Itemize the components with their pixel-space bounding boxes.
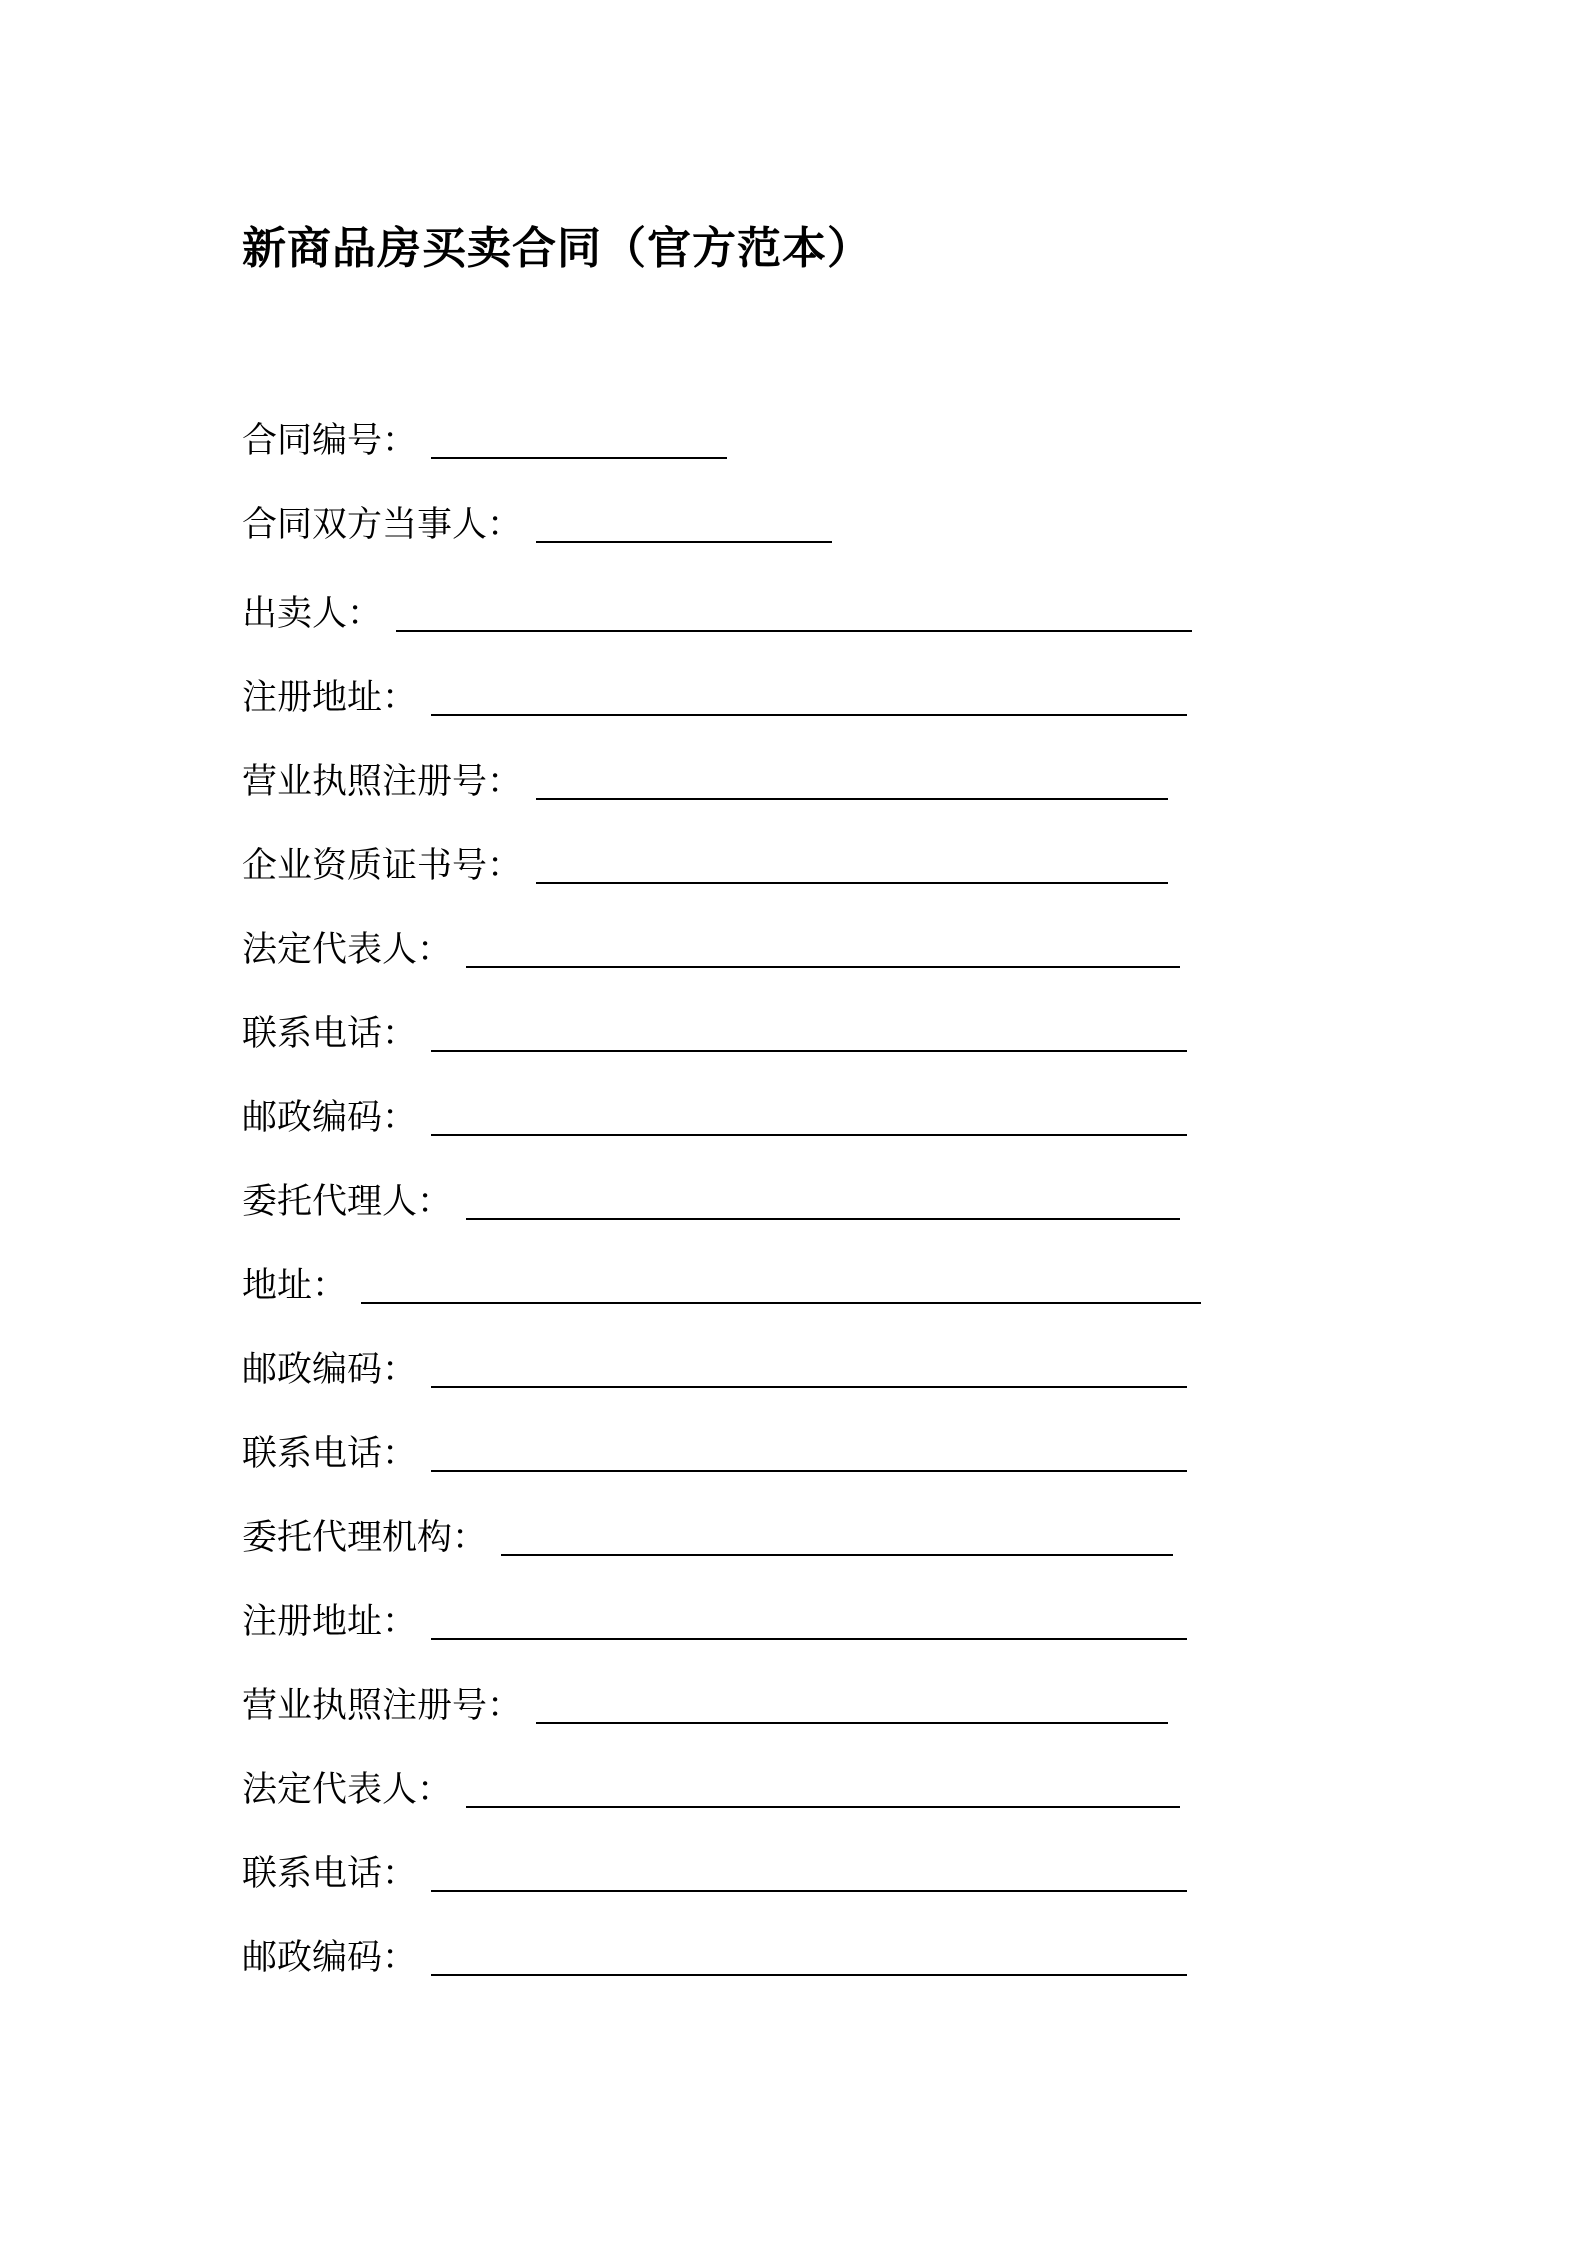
field-colon: ： xyxy=(452,1518,488,1558)
field-row xyxy=(242,670,1187,720)
business-license-input[interactable] xyxy=(536,1722,1168,1724)
field-label: 联系电话 xyxy=(242,1854,383,1894)
field-colon: ： xyxy=(347,594,383,634)
field-row xyxy=(242,1258,1201,1308)
field-label: 地址 xyxy=(242,1266,313,1306)
field-label: 邮政编码 xyxy=(242,1098,383,1138)
field-row xyxy=(242,1846,1187,1896)
parties-input[interactable] xyxy=(536,541,832,543)
field-label: 营业执照注册号 xyxy=(242,1686,488,1726)
field-row xyxy=(242,586,1192,636)
field-row xyxy=(242,1342,1187,1392)
address-input[interactable] xyxy=(361,1302,1201,1304)
field-colon: ： xyxy=(487,762,523,802)
agent-input[interactable] xyxy=(466,1218,1180,1220)
legal-representative-input[interactable] xyxy=(466,1806,1180,1808)
field-colon: ： xyxy=(487,1686,523,1726)
field-row xyxy=(242,838,1168,888)
field-colon: ： xyxy=(382,1098,418,1138)
contract-number-input[interactable] xyxy=(431,457,727,459)
field-colon: ： xyxy=(382,1014,418,1054)
legal-representative-input[interactable] xyxy=(466,966,1180,968)
phone-input[interactable] xyxy=(431,1050,1187,1052)
postal-code-input[interactable] xyxy=(431,1134,1187,1136)
field-row xyxy=(242,754,1168,804)
field-row xyxy=(242,1090,1187,1140)
field-label: 联系电话 xyxy=(242,1434,383,1474)
field-label: 委托代理机构 xyxy=(242,1518,453,1558)
field-label: 法定代表人 xyxy=(242,930,418,970)
field-row xyxy=(242,1510,1173,1560)
field-label: 营业执照注册号 xyxy=(242,762,488,802)
field-row xyxy=(242,413,727,463)
field-row xyxy=(242,1006,1187,1056)
qualification-cert-input[interactable] xyxy=(536,882,1168,884)
field-label: 企业资质证书号 xyxy=(242,846,488,886)
field-row xyxy=(242,1174,1180,1224)
field-label: 邮政编码 xyxy=(242,1938,383,1978)
field-colon: ： xyxy=(487,846,523,886)
field-row xyxy=(242,1426,1187,1476)
phone-input[interactable] xyxy=(431,1890,1187,1892)
page-title: 新商品房买卖合同（官方范本） xyxy=(242,223,872,274)
registered-address-input[interactable] xyxy=(431,1638,1187,1640)
field-colon: ： xyxy=(382,1350,418,1390)
field-label: 合同双方当事人 xyxy=(242,505,488,545)
field-row xyxy=(242,1594,1187,1644)
field-label: 出卖人 xyxy=(242,594,348,634)
agency-input[interactable] xyxy=(501,1554,1173,1556)
field-row xyxy=(242,1930,1187,1980)
business-license-input[interactable] xyxy=(536,798,1168,800)
field-colon: ： xyxy=(312,1266,348,1306)
seller-input[interactable] xyxy=(396,630,1192,632)
field-label: 注册地址 xyxy=(242,678,383,718)
field-colon: ： xyxy=(382,421,418,461)
phone-input[interactable] xyxy=(431,1470,1187,1472)
field-colon: ： xyxy=(382,1434,418,1474)
field-colon: ： xyxy=(417,930,453,970)
field-label: 委托代理人 xyxy=(242,1182,418,1222)
field-label: 法定代表人 xyxy=(242,1770,418,1810)
field-row xyxy=(242,922,1180,972)
field-label: 邮政编码 xyxy=(242,1350,383,1390)
field-colon: ： xyxy=(382,1602,418,1642)
field-colon: ： xyxy=(382,1854,418,1894)
field-label: 合同编号 xyxy=(242,421,383,461)
field-label: 联系电话 xyxy=(242,1014,383,1054)
field-label: 注册地址 xyxy=(242,1602,383,1642)
field-colon: ： xyxy=(417,1770,453,1810)
field-colon: ： xyxy=(382,678,418,718)
postal-code-input[interactable] xyxy=(431,1974,1187,1976)
field-colon: ： xyxy=(417,1182,453,1222)
field-row xyxy=(242,1678,1168,1728)
field-colon: ： xyxy=(487,505,523,545)
field-colon: ： xyxy=(382,1938,418,1978)
field-row xyxy=(242,1762,1180,1812)
field-row xyxy=(242,497,832,547)
registered-address-input[interactable] xyxy=(431,714,1187,716)
postal-code-input[interactable] xyxy=(431,1386,1187,1388)
